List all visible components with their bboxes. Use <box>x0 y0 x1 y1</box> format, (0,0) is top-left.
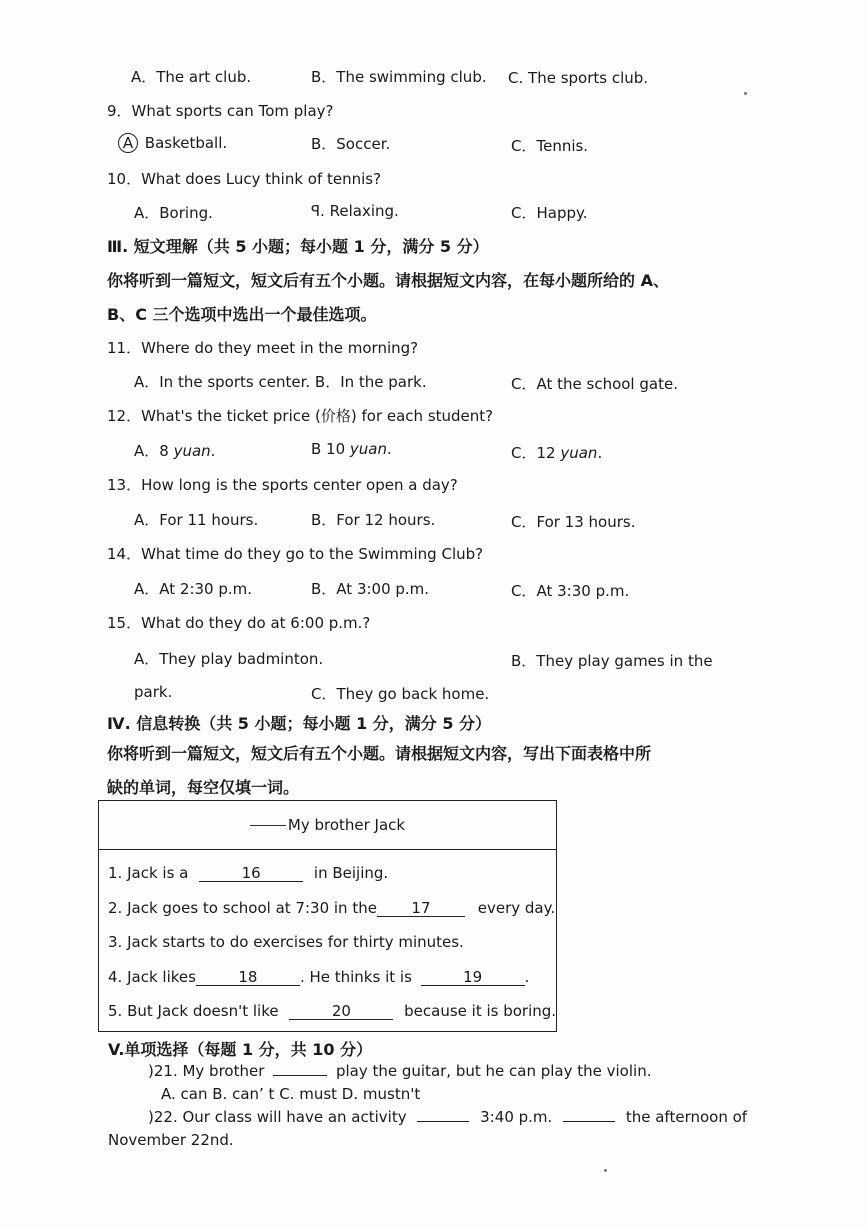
section4-instruction-2: 缺的单词，每空仅填一词。 <box>107 778 300 797</box>
q22-continued: November 22nd. <box>108 1131 234 1149</box>
q15-option-c: C．They go back home. <box>311 685 490 703</box>
q12-option-a-period: . <box>210 442 216 460</box>
q12-option-a <box>134 440 215 461</box>
q12-option-b <box>311 440 392 458</box>
row5-suffix: because it is boring. <box>404 1002 557 1020</box>
q11-question: 11．Where do they meet in the morning? <box>107 339 419 357</box>
q9-option-c: C．Tennis. <box>511 137 589 155</box>
q21-question <box>148 1062 651 1080</box>
row1-prefix: 1. Jack is a <box>108 864 189 882</box>
table-row-2 <box>108 899 555 917</box>
q8-option-a: A．The art club. <box>131 68 252 86</box>
table-title: My brother Jack <box>287 816 406 834</box>
q14-option-c: C．At 3:30 p.m. <box>511 582 630 600</box>
q8-option-c-mark: Ⅽ. <box>508 69 524 87</box>
q21-blank <box>273 1075 327 1076</box>
q12-option-b-unit: yuan <box>349 440 388 458</box>
q15-option-b-continued: park. <box>134 683 173 701</box>
q14-question: 14．What time do they go to the Swimming Club? <box>107 545 484 563</box>
q10-question: 10．What does Lucy think of tennis? <box>107 170 382 188</box>
q15-question: 15．What do they do at 6:00 p.m.? <box>107 614 371 632</box>
row1-suffix: in Beijing. <box>313 864 389 882</box>
q22-blank-2 <box>563 1121 615 1122</box>
q12-option-c-period: . <box>597 444 603 462</box>
q13-option-c: C．For 13 hours. <box>511 513 636 531</box>
q12-question: 12．What's the ticket price (价格) for each student? <box>107 407 494 425</box>
row5-prefix: 5. But Jack doesn't like <box>108 1002 279 1020</box>
row4-prefix: 4. Jack likes <box>108 968 196 986</box>
section3-title: Ⅲ. 短文理解（共 5 小题；每小题 1 分，满分 5 分） <box>107 237 489 256</box>
row4-middle: . He thinks it is <box>299 968 412 986</box>
q22-prefix: )22. Our class will have an activity <box>148 1108 407 1126</box>
q13-option-a: A．For 11 hours. <box>134 511 259 529</box>
row2-suffix: every day. <box>477 899 556 917</box>
q22-blank-1 <box>417 1121 469 1122</box>
q21-prefix: )21. My brother <box>148 1062 265 1080</box>
q10-option-b <box>311 202 399 220</box>
q15-option-b: B．They play games in the <box>511 652 713 670</box>
q14-option-a: A．At 2:30 p.m. <box>134 580 253 598</box>
q22-time: 3:40 p.m. <box>480 1108 553 1126</box>
q14-option-b: B．At 3:00 p.m. <box>311 580 430 598</box>
section3-instruction-1: 你将听到一篇短文，短文后有五个小题。请根据短文内容，在每小题所给的 A、 <box>107 271 669 290</box>
q12-option-c <box>511 442 602 463</box>
q8-option-c <box>508 69 648 87</box>
section4-title: Ⅳ. 信息转换（共 5 小题；每小题 1 分，满分 5 分） <box>107 714 492 733</box>
q12-option-c-num: C．12 <box>511 444 561 462</box>
q8-option-c-text: The sports club. <box>528 69 649 87</box>
table-row-3: 3. Jack starts to do exercises for thirty minutes. <box>108 933 464 951</box>
blank-16: 16 <box>199 865 303 882</box>
q11-option-c: C．At the school gate. <box>511 375 678 393</box>
q9-question: 9．What sports can Tom play? <box>107 102 334 120</box>
row4-suffix: . <box>524 968 530 986</box>
q10-option-c: C．Happy. <box>511 204 588 222</box>
q12-option-b-period: . <box>387 440 392 458</box>
q9-option-a <box>122 133 227 153</box>
q11-options-ab: A．In the sports center. B．In the park. <box>134 373 427 391</box>
q13-question: 13．How long is the sports center open a day? <box>107 476 458 494</box>
q22-suffix: the afternoon of <box>625 1108 748 1126</box>
q10-option-b-mark: ꟼ. <box>311 202 325 220</box>
q12-option-c-unit: yuan <box>560 444 598 462</box>
q15-option-a: A．They play badminton. <box>134 650 324 668</box>
section5-title: V.单项选择（每题 1 分，共 10 分） <box>108 1040 373 1059</box>
blank-19: 19 <box>421 969 525 986</box>
scan-speck <box>744 92 747 95</box>
table-row-5 <box>108 1002 556 1020</box>
table-row-4 <box>108 968 529 986</box>
q9-circled-answer-a: A <box>118 133 138 153</box>
q12-option-a-num: A．8 <box>134 442 174 460</box>
q10-option-a: A．Boring. <box>134 204 213 222</box>
q9-option-a-text: Basketball. <box>144 134 228 152</box>
table-header <box>99 801 556 850</box>
blank-17: 17 <box>377 900 465 917</box>
title-blank <box>250 824 286 826</box>
q8-option-b: B．The swimming club. <box>311 68 487 86</box>
q13-option-b: B．For 12 hours. <box>311 511 436 529</box>
q10-option-b-text: Relaxing. <box>329 202 399 220</box>
q9-option-b: B．Soccer. <box>311 135 391 153</box>
q12-option-b-num: B 10 <box>311 440 350 458</box>
blank-20: 20 <box>289 1003 393 1020</box>
blank-18: 18 <box>196 969 300 986</box>
q22-question <box>148 1108 747 1126</box>
table-row-1 <box>108 864 388 882</box>
q21-options: A. can B. can’ t C. must D. mustn't <box>161 1085 421 1103</box>
q21-suffix: play the guitar, but he can play the violin. <box>335 1062 652 1080</box>
section3-instruction-2: B、C 三个选项中选出一个最佳选项。 <box>107 305 377 324</box>
scan-speck <box>604 1169 607 1172</box>
q12-option-a-unit: yuan <box>173 442 211 460</box>
info-table <box>98 800 557 1032</box>
row2-prefix: 2. Jack goes to school at 7:30 in the <box>108 899 377 917</box>
section4-instruction-1: 你将听到一篇短文，短文后有五个小题。请根据短文内容，写出下面表格中所 <box>107 744 652 763</box>
